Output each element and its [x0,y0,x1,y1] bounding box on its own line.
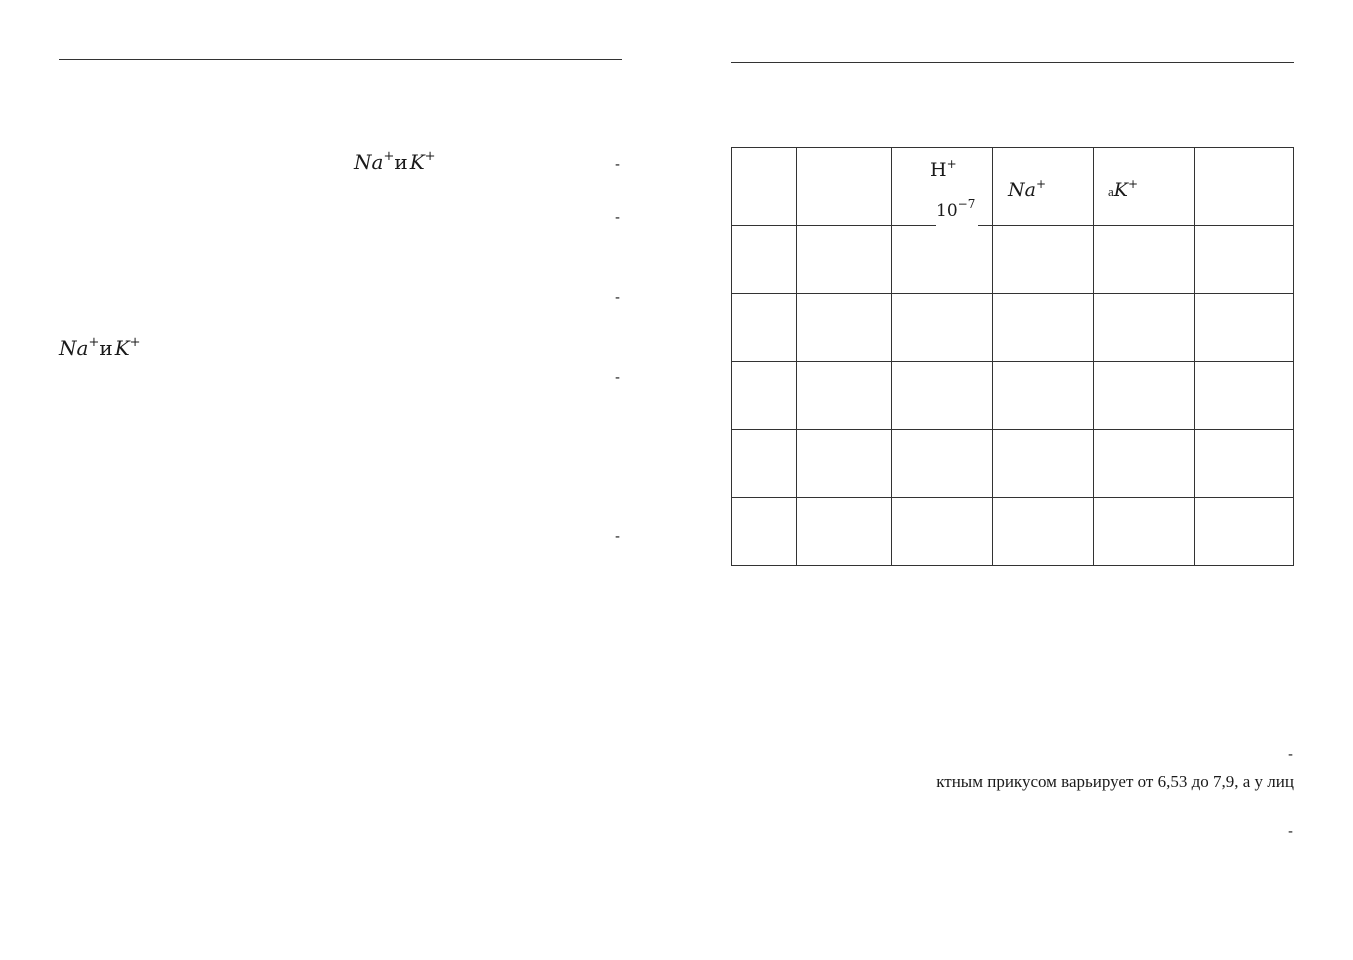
line-end-hyphen: - [615,289,620,306]
table-cell [1094,430,1195,498]
table-cell [892,362,993,430]
table-cell [993,226,1094,294]
table-cell [892,430,993,498]
scale-exponent: −7 [957,197,976,211]
formula-na-k-upper [354,149,436,174]
line-end-hyphen: - [1288,746,1293,763]
table-cell [797,498,892,566]
table-cell [1195,362,1294,430]
h-ion-scale [936,197,976,221]
formula-conjunction: и [394,150,408,174]
table-cell [732,294,797,362]
ion-charge: + [1035,177,1047,191]
table-cell [732,430,797,498]
table-cell [993,294,1094,362]
table-cell [1094,294,1195,362]
table-row [732,226,1294,294]
table-cell [892,226,993,294]
table-cell [993,498,1094,566]
scale-base: 10 [936,201,958,221]
right-page [676,0,1353,960]
table-row [732,430,1294,498]
table-header-cell [732,148,797,226]
h-ion-label [930,157,957,181]
formula-symbol: Na [59,336,89,360]
table-cell [1195,498,1294,566]
line-end-hyphen: - [615,156,620,173]
table-header-cell-k-ion [1094,148,1195,226]
table-row [732,362,1294,430]
formula-conjunction: и [99,336,113,360]
data-table [731,147,1294,566]
formula-charge: + [129,335,141,350]
header-rule-left [59,59,622,60]
table-cell [732,362,797,430]
table-header-cell [1195,148,1294,226]
formula-symbol: K [409,150,425,174]
left-page [0,0,676,960]
table-row [732,294,1294,362]
line-end-hyphen: - [615,209,620,226]
body-text-fragment: ктным прикусом варьирует от 6,53 до 7,9, а у лиц [936,772,1294,791]
ion-symbol: K [1113,179,1128,201]
line-end-hyphen: - [1288,823,1293,840]
table-cell [993,430,1094,498]
formula-symbol: Na [354,150,384,174]
na-ion-label [1008,177,1047,201]
formula-na-k-lower [59,335,141,360]
table-cell [892,294,993,362]
header-rule-right [731,62,1294,63]
ion-prefix: a [1108,184,1114,199]
line-end-hyphen: - [615,369,620,386]
table-cell [732,498,797,566]
formula-charge: + [383,149,395,164]
table-cell [1195,226,1294,294]
table-cell [797,226,892,294]
ion-charge: + [1127,177,1139,191]
table-cell [1094,362,1195,430]
table-cell [1195,294,1294,362]
table-cell [993,362,1094,430]
table-cell [732,226,797,294]
table-header-cell-na-ion [993,148,1094,226]
table-row [732,498,1294,566]
table-cell [1094,226,1195,294]
table-cell [797,294,892,362]
table-cell [797,362,892,430]
formula-charge: + [424,149,436,164]
ion-symbol: H [930,159,947,181]
table-cell [1094,498,1195,566]
ion-charge: + [946,157,957,171]
formula-symbol: K [114,336,130,360]
k-ion-label [1108,177,1139,201]
line-end-hyphen: - [615,528,620,545]
table-cell [892,498,993,566]
ion-symbol: Na [1008,179,1036,201]
table-cell [1195,430,1294,498]
table-cell [797,430,892,498]
table-header-cell-h-ion [892,148,993,226]
table-header-cell [797,148,892,226]
formula-charge: + [88,335,100,350]
table-header-row [732,148,1294,226]
